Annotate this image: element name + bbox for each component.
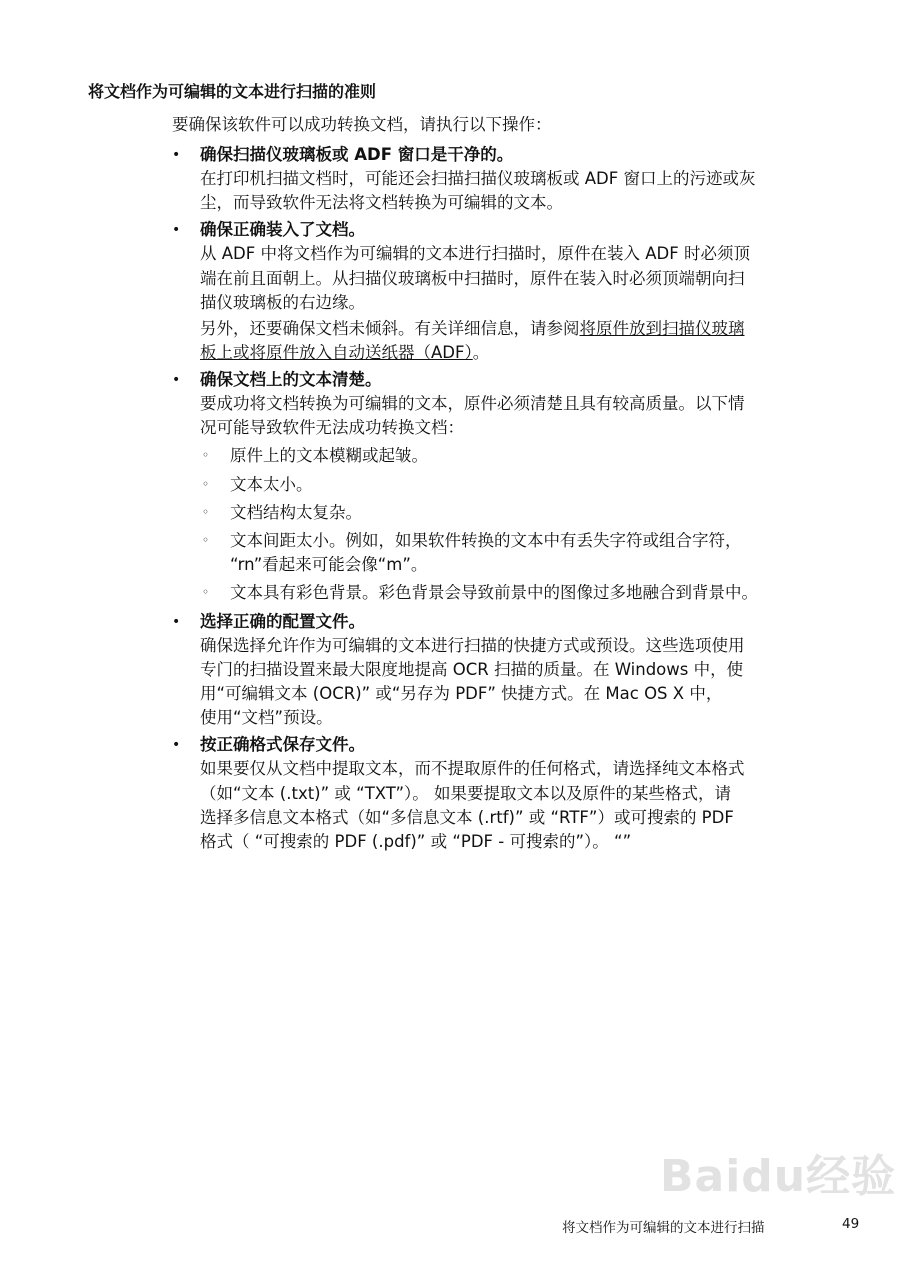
- item-title: 按正确格式保存文件。: [200, 735, 365, 755]
- sub-text: 文本具有彩色背景。彩色背景会导致前景中的图像过多地融合到背景中。: [230, 583, 758, 603]
- intro-text: 要确保该软件可以成功转换文档，请执行以下操作：: [172, 115, 552, 134]
- or-text: 或: [233, 343, 250, 363]
- period: 。: [472, 343, 490, 363]
- item-title: 确保正确装入了文档。: [200, 220, 365, 240]
- baidu-watermark: Baidu经验: [660, 1151, 897, 1202]
- bullet-icon: •: [172, 147, 181, 163]
- list-item: [172, 368, 862, 606]
- body-line: 况可能导致软件无法成功转换文档：: [200, 418, 464, 438]
- item-title: 确保文档上的文本清楚。: [200, 369, 382, 389]
- sub-text: “rn”看起来可能会像“m”。: [230, 555, 428, 575]
- body-line: （如“文本 (.txt)” 或 “TXT”）。 如果要提取文本以及原件的某些格式，请: [200, 783, 732, 803]
- bullet-icon: •: [172, 737, 181, 754]
- body-line: [200, 341, 862, 365]
- body-line: 在打印机扫描文档时，可能还会扫描扫描仪玻璃板或 ADF 窗口上的污迹或灰: [200, 169, 756, 189]
- body-line: [200, 317, 862, 341]
- bullet-icon: •: [172, 613, 181, 630]
- item-title: 确保扫描仪玻璃板或 ADF 窗口是干净的。: [200, 145, 514, 164]
- body-line: 专门的扫描设置来最大限度地提高 OCR 扫描的质量。在 Windows 中，使: [200, 660, 744, 680]
- body-line: 如果要仅从文档中提取文本，而不提取原件的任何格式，请选择纯文本格式: [200, 759, 745, 779]
- bullet-icon: •: [172, 371, 181, 388]
- list-item: [172, 143, 862, 216]
- sub-text: 文本间距太小。例如，如果软件转换的文本中有丢失字符或组合字符，: [230, 531, 742, 551]
- sub-item: [200, 529, 862, 577]
- circle-bullet-icon: ◦: [202, 448, 210, 463]
- body-line: 要成功将文档转换为可编辑的文本，原件必须清楚且具有较高质量。以下情: [200, 394, 745, 414]
- circle-bullet-icon: ◦: [202, 533, 210, 548]
- footer-title: 将文档作为可编辑的文本进行扫描: [562, 1220, 765, 1236]
- section-heading: 将文档作为可编辑的文本进行扫描的准则: [88, 82, 377, 101]
- list-item: [172, 610, 862, 731]
- link-load-adf[interactable]: 将原件放入自动送纸器（ADF）: [249, 343, 473, 363]
- sub-text: 原件上的文本模糊或起皱。: [230, 446, 428, 466]
- list-item: [172, 733, 862, 854]
- link-place-on-glass-cont[interactable]: 板上: [200, 343, 233, 363]
- guidelines-list: [172, 143, 862, 857]
- sub-item: [200, 581, 862, 605]
- body-line: 描仪玻璃板的右边缘。: [200, 292, 365, 312]
- sub-item: [200, 501, 862, 525]
- link-place-on-glass[interactable]: 将原件放到扫描仪玻璃: [579, 318, 745, 338]
- body-line: 使用“文档”预设。: [200, 708, 333, 728]
- body-line: 用“可编辑文本 (OCR)” 或“另存为 PDF” 快捷方式。在 Mac OS X 中，: [200, 684, 723, 704]
- sub-item: [200, 473, 862, 497]
- circle-bullet-icon: ◦: [202, 585, 210, 600]
- body-line: 格式（ “可搜索的 PDF (.pdf)” 或 “PDF - 可搜索的”）。 “”: [200, 831, 632, 851]
- body-text: 另外，还要确保文档未倾斜。有关详细信息，请参阅: [200, 318, 580, 338]
- body-line: 尘，而导致软件无法将文档转换为可编辑的文本。: [200, 193, 563, 213]
- body-line: 端在前且面朝上。从扫描仪玻璃板中扫描时，原件在装入时必须顶端朝向扫: [200, 268, 745, 288]
- sub-text: 文档结构太复杂。: [230, 502, 362, 522]
- body-line: 选择多信息文本格式（如“多信息文本 (.rtf)” 或 “RTF”）或可搜索的 PDF: [200, 807, 734, 827]
- circle-bullet-icon: ◦: [202, 504, 210, 519]
- body-line: 确保选择允许作为可编辑的文本进行扫描的快捷方式或预设。这些选项使用: [200, 635, 745, 655]
- page-number: 49: [842, 1216, 860, 1232]
- item-title: 选择正确的配置文件。: [200, 611, 365, 631]
- sub-item: [200, 444, 862, 468]
- sub-text: 文本太小。: [230, 474, 313, 494]
- circle-bullet-icon: ◦: [202, 476, 210, 491]
- list-item: [172, 218, 862, 365]
- body-line: 从 ADF 中将文档作为可编辑的文本进行扫描时，原件在装入 ADF 时必须顶: [200, 244, 750, 264]
- bullet-icon: •: [172, 222, 181, 239]
